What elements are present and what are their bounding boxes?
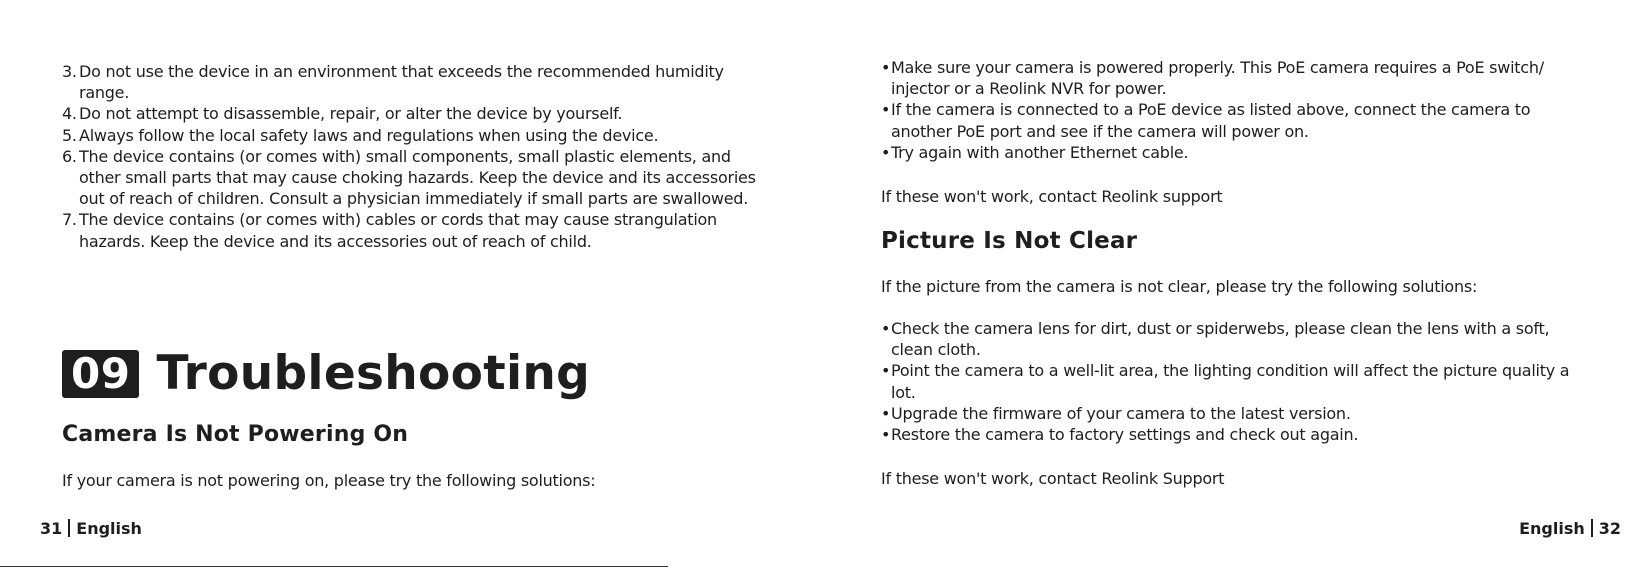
list-text: Restore the camera to factory settings and check out again.: [891, 425, 1359, 445]
sub-heading-picture: Picture Is Not Clear: [881, 228, 1138, 254]
bullet-dot: •: [881, 142, 891, 162]
sub-heading-power: Camera Is Not Powering On: [62, 422, 409, 447]
list-text: The device contains (or comes with) cables or cords that may cause strangulation hazards. Keep the device and its accessories out of reach of child.: [79, 210, 717, 251]
list-text: Point the camera to a well-lit area, the lighting condition will affect the picture quality a lot.: [891, 361, 1570, 402]
page-footer-right: [1519, 519, 1621, 538]
intro-text: If your camera is not powering on, please try the following solutions:: [62, 471, 596, 490]
list-item: [881, 57, 1581, 99]
bullet-dot: •: [881, 403, 891, 423]
list-item: [881, 142, 1581, 163]
list-text: Try again with another Ethernet cable.: [891, 142, 1189, 162]
page-number: 32: [1598, 519, 1621, 538]
section-title: Troubleshooting: [156, 346, 591, 401]
section-number-badge: 09: [62, 350, 139, 398]
list-number: 7.: [62, 210, 77, 230]
contact-support-text: If these won't work, contact Reolink support: [881, 187, 1223, 206]
list-number: 6.: [62, 146, 77, 166]
list-item: [62, 146, 772, 210]
list-text: Make sure your camera is powered properly. This PoE camera requires a PoE switch/ injector or a Reolink NVR for power.: [891, 58, 1544, 99]
list-item: [881, 318, 1581, 360]
picture-intro-text: If the picture from the camera is not clear, please try the following solutions:: [881, 277, 1478, 296]
list-number: 5.: [62, 125, 77, 145]
list-text: If the camera is connected to a PoE device as listed above, connect the camera to another PoE port and see if the camera will power on.: [891, 100, 1531, 141]
bottom-rule: [0, 566, 668, 567]
list-text: Upgrade the firmware of your camera to the latest version.: [891, 403, 1351, 423]
footer-language: English: [1519, 519, 1585, 538]
list-item: [881, 99, 1581, 141]
right-page: [820, 0, 1639, 568]
list-text: The device contains (or comes with) small components, small plastic elements, and other small parts that may cause choking hazards. Keep the device and its accessories out of reach of children. Consult a physician immediately if small parts are swallowed.: [79, 146, 756, 209]
page-footer-left: [40, 519, 142, 538]
list-item: [62, 125, 772, 146]
bullet-dot: •: [881, 361, 891, 381]
list-text: Do not attempt to disassemble, repair, or alter the device by yourself.: [79, 104, 623, 124]
footer-separator: [68, 519, 70, 537]
footer-separator: [1591, 519, 1593, 537]
list-item: [881, 360, 1581, 402]
list-text: Always follow the local safety laws and regulations when using the device.: [79, 125, 659, 145]
bullet-dot: •: [881, 100, 891, 120]
list-item: [62, 61, 772, 103]
bullet-dot: •: [881, 58, 891, 77]
footer-language: English: [76, 519, 142, 538]
list-number: 3.: [62, 62, 77, 81]
list-text: Check the camera lens for dirt, dust or spiderwebs, please clean the lens with a soft, clean cloth.: [891, 319, 1550, 360]
bullet-dot: •: [881, 319, 891, 338]
safety-list: [62, 61, 772, 252]
list-number: 4.: [62, 104, 77, 124]
section-heading: [62, 346, 590, 401]
list-item: [62, 103, 772, 124]
contact-support-text: If these won't work, contact Reolink Support: [881, 469, 1225, 488]
page-number: 31: [40, 519, 63, 538]
picture-solutions-list: [881, 318, 1581, 445]
list-item: [62, 209, 772, 251]
list-text: Do not use the device in an environment that exceeds the recommended humidity range.: [79, 62, 724, 103]
list-item: [881, 424, 1581, 445]
power-solutions-list: [881, 57, 1581, 163]
list-item: [881, 403, 1581, 424]
bullet-dot: •: [881, 425, 891, 445]
